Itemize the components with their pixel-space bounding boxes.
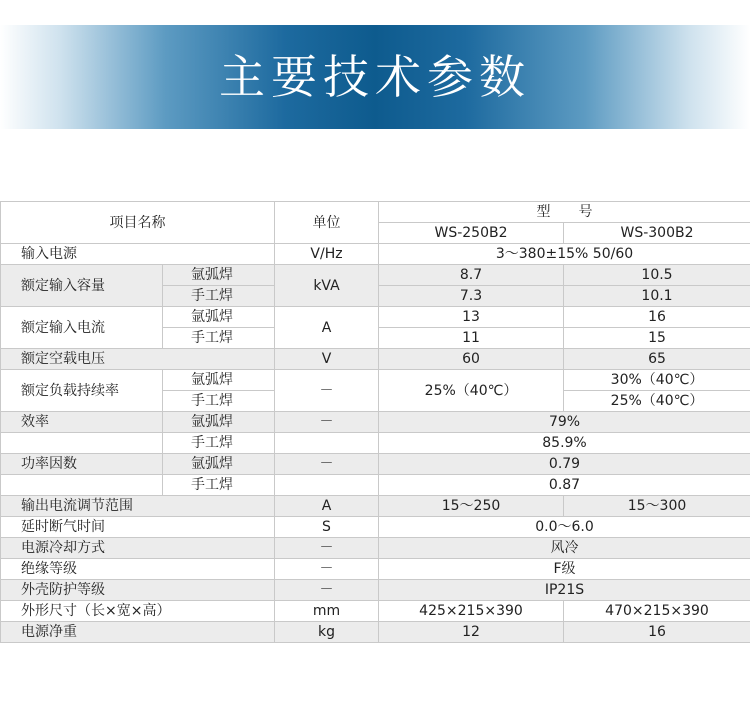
row-sub-label: 手工焊: [163, 475, 275, 496]
row-label-empty: [1, 433, 163, 454]
row-label: 电源净重: [1, 622, 275, 643]
row-unit: S: [275, 517, 379, 538]
table-header-row: [1, 202, 750, 223]
row-sub-label: 手工焊: [163, 391, 275, 412]
row-label: 效率: [1, 412, 163, 433]
row-label: 输入电源: [1, 244, 275, 265]
row-value-b: 10.5: [564, 265, 750, 286]
row-value-a: 15～250: [379, 496, 564, 517]
table-row: [1, 454, 750, 475]
row-value: IP21S: [379, 580, 750, 601]
row-unit-empty: [275, 475, 379, 496]
row-unit: A: [275, 307, 379, 349]
row-value-b: 15: [564, 328, 750, 349]
header-item-name: 项目名称: [1, 202, 275, 244]
row-value-a: 425×215×390: [379, 601, 564, 622]
header-model-a: WS-250B2: [379, 223, 564, 244]
row-label: 外形尺寸（长×宽×高）: [1, 601, 275, 622]
row-sub-label: 氩弧焊: [163, 370, 275, 391]
header-model: 型 号: [379, 202, 750, 223]
row-value: F级: [379, 559, 750, 580]
row-value: 0.0～6.0: [379, 517, 750, 538]
table-row: [1, 349, 750, 370]
table-row: [1, 412, 750, 433]
row-sub-label: 氩弧焊: [163, 265, 275, 286]
row-value: 风冷: [379, 538, 750, 559]
row-label: 电源冷却方式: [1, 538, 275, 559]
table-row: [1, 244, 750, 265]
row-value-b: 10.1: [564, 286, 750, 307]
table-row: [1, 517, 750, 538]
row-value-a: 11: [379, 328, 564, 349]
row-label-empty: [1, 475, 163, 496]
row-label: 绝缘等级: [1, 559, 275, 580]
spec-table: [0, 201, 750, 643]
row-value: 3～380±15% 50/60: [379, 244, 750, 265]
row-value-b: 30%（40℃）: [564, 370, 750, 391]
row-value-a: 60: [379, 349, 564, 370]
row-unit: V/Hz: [275, 244, 379, 265]
title-banner: [0, 25, 750, 129]
row-value: 85.9%: [379, 433, 750, 454]
row-label: 功率因数: [1, 454, 163, 475]
row-value: 0.87: [379, 475, 750, 496]
row-unit-empty: [275, 433, 379, 454]
row-value-b: 16: [564, 622, 750, 643]
table-row: [1, 580, 750, 601]
table-row: [1, 307, 750, 328]
row-value-a: 12: [379, 622, 564, 643]
row-value-b: 65: [564, 349, 750, 370]
row-sub-label: 手工焊: [163, 328, 275, 349]
row-value-b: 25%（40℃）: [564, 391, 750, 412]
row-label: 额定输入电流: [1, 307, 163, 349]
row-label: 额定输入容量: [1, 265, 163, 307]
row-unit: V: [275, 349, 379, 370]
row-value-b: 15～300: [564, 496, 750, 517]
row-unit: －: [275, 412, 379, 433]
row-label: 额定空载电压: [1, 349, 275, 370]
table-row: [1, 601, 750, 622]
table-row: [1, 622, 750, 643]
row-sub-label: 氩弧焊: [163, 412, 275, 433]
row-value-a: 25%（40℃）: [379, 370, 564, 412]
table-row: [1, 265, 750, 286]
header-model-b: WS-300B2: [564, 223, 750, 244]
row-label: 额定负载持续率: [1, 370, 163, 412]
page-title: 主要技术参数: [219, 50, 531, 104]
row-unit: kg: [275, 622, 379, 643]
row-value: 79%: [379, 412, 750, 433]
row-sub-label: 手工焊: [163, 286, 275, 307]
row-value-b: 470×215×390: [564, 601, 750, 622]
table-row: [1, 538, 750, 559]
row-label: 输出电流调节范围: [1, 496, 275, 517]
table-row: [1, 475, 750, 496]
row-unit: －: [275, 454, 379, 475]
table-row: [1, 433, 750, 454]
row-unit: －: [275, 538, 379, 559]
table-row: [1, 559, 750, 580]
row-value-a: 13: [379, 307, 564, 328]
row-unit: －: [275, 370, 379, 412]
row-unit: mm: [275, 601, 379, 622]
row-label: 外壳防护等级: [1, 580, 275, 601]
row-sub-label: 手工焊: [163, 433, 275, 454]
row-sub-label: 氩弧焊: [163, 454, 275, 475]
row-value: 0.79: [379, 454, 750, 475]
row-unit: kVA: [275, 265, 379, 307]
table-row: [1, 370, 750, 391]
row-unit: A: [275, 496, 379, 517]
row-value-a: 8.7: [379, 265, 564, 286]
header-unit: 单位: [275, 202, 379, 244]
row-value-a: 7.3: [379, 286, 564, 307]
row-value-b: 16: [564, 307, 750, 328]
table-row: [1, 496, 750, 517]
row-unit: －: [275, 580, 379, 601]
row-label: 延时断气时间: [1, 517, 275, 538]
row-sub-label: 氩弧焊: [163, 307, 275, 328]
row-unit: －: [275, 559, 379, 580]
